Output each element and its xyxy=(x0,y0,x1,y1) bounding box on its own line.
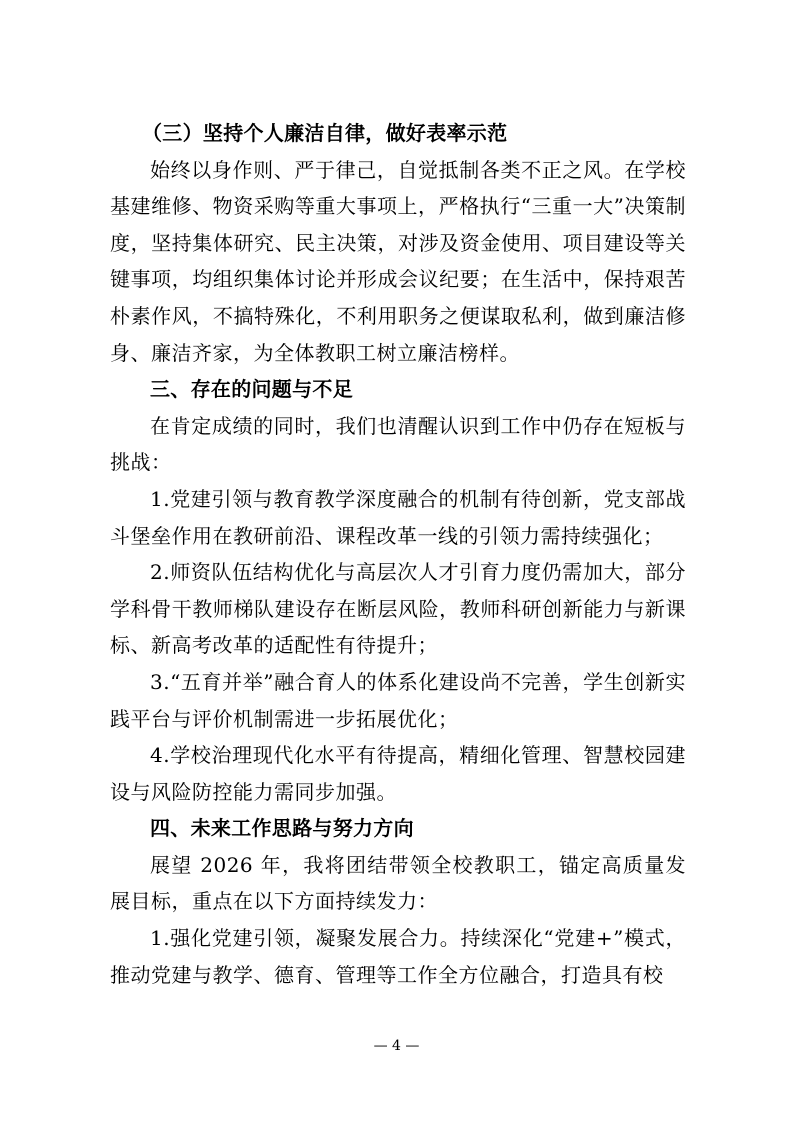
paragraph-future-1: 1.强化党建引领，凝聚发展合力。持续深化“党建+”模式，推动党建与教学、德育、管理等工作全方位融合，打造具有校 xyxy=(110,926,686,987)
paragraph-problem-1: 1.党建引领与教育教学深度融合的机制有待创新，党支部战斗堡垒作用在教研前沿、课程改革一线的引领力需持续强化； xyxy=(110,486,686,548)
paragraph-problem-4: 4.学校治理现代化水平有待提高，精细化管理、智慧校园建设与风险防控能力需同步加强。 xyxy=(110,743,686,804)
page-number: — 4 — xyxy=(373,1038,420,1054)
paragraph-future-intro: 展望 2026 年，我将团结带领全校教职工，锚定高质量发展目标，重点在以下方面持续发力： xyxy=(110,852,686,914)
paragraph-integrity-details: 始终以身作则、严于律己，自觉抵制各类不正之风。在学校基建维修、物资采购等重大事项上，严格执行“三重一大”决策制度，坚持集体研究、民主决策，对涉及资金使用、项目建设等关键事项，均组织集体讨论并形成会议纪要；在生活中，保持艰苦朴素作风，不搞特殊化，不利用职务之便谋取私利，做到廉洁修身、廉洁齐家，为全体教职工树立廉洁榜样。 xyxy=(110,157,686,365)
section-heading-problems: 三、存在的问题与不足 xyxy=(150,377,353,402)
paragraph-problems-intro: 在肯定成绩的同时，我们也清醒认识到工作中仍存在短板与挑战： xyxy=(110,413,686,475)
document-body xyxy=(110,115,686,993)
paragraph-problem-3: 3.“五育并举”融合育人的体系化建设尚不完善，学生创新实践平台与评价机制需进一步拓展优化； xyxy=(110,669,686,731)
section-subheading-integrity: （三）坚持个人廉洁自律，做好表率示范 xyxy=(142,121,508,145)
section-heading-future: 四、未来工作思路与努力方向 xyxy=(150,816,414,841)
paragraph-problem-2: 2.师资队伍结构优化与高层次人才引育力度仍需加大，部分学科骨干教师梯队建设存在断层风险，教师科研创新能力与新课标、新高考改革的适配性有待提升； xyxy=(110,560,686,658)
